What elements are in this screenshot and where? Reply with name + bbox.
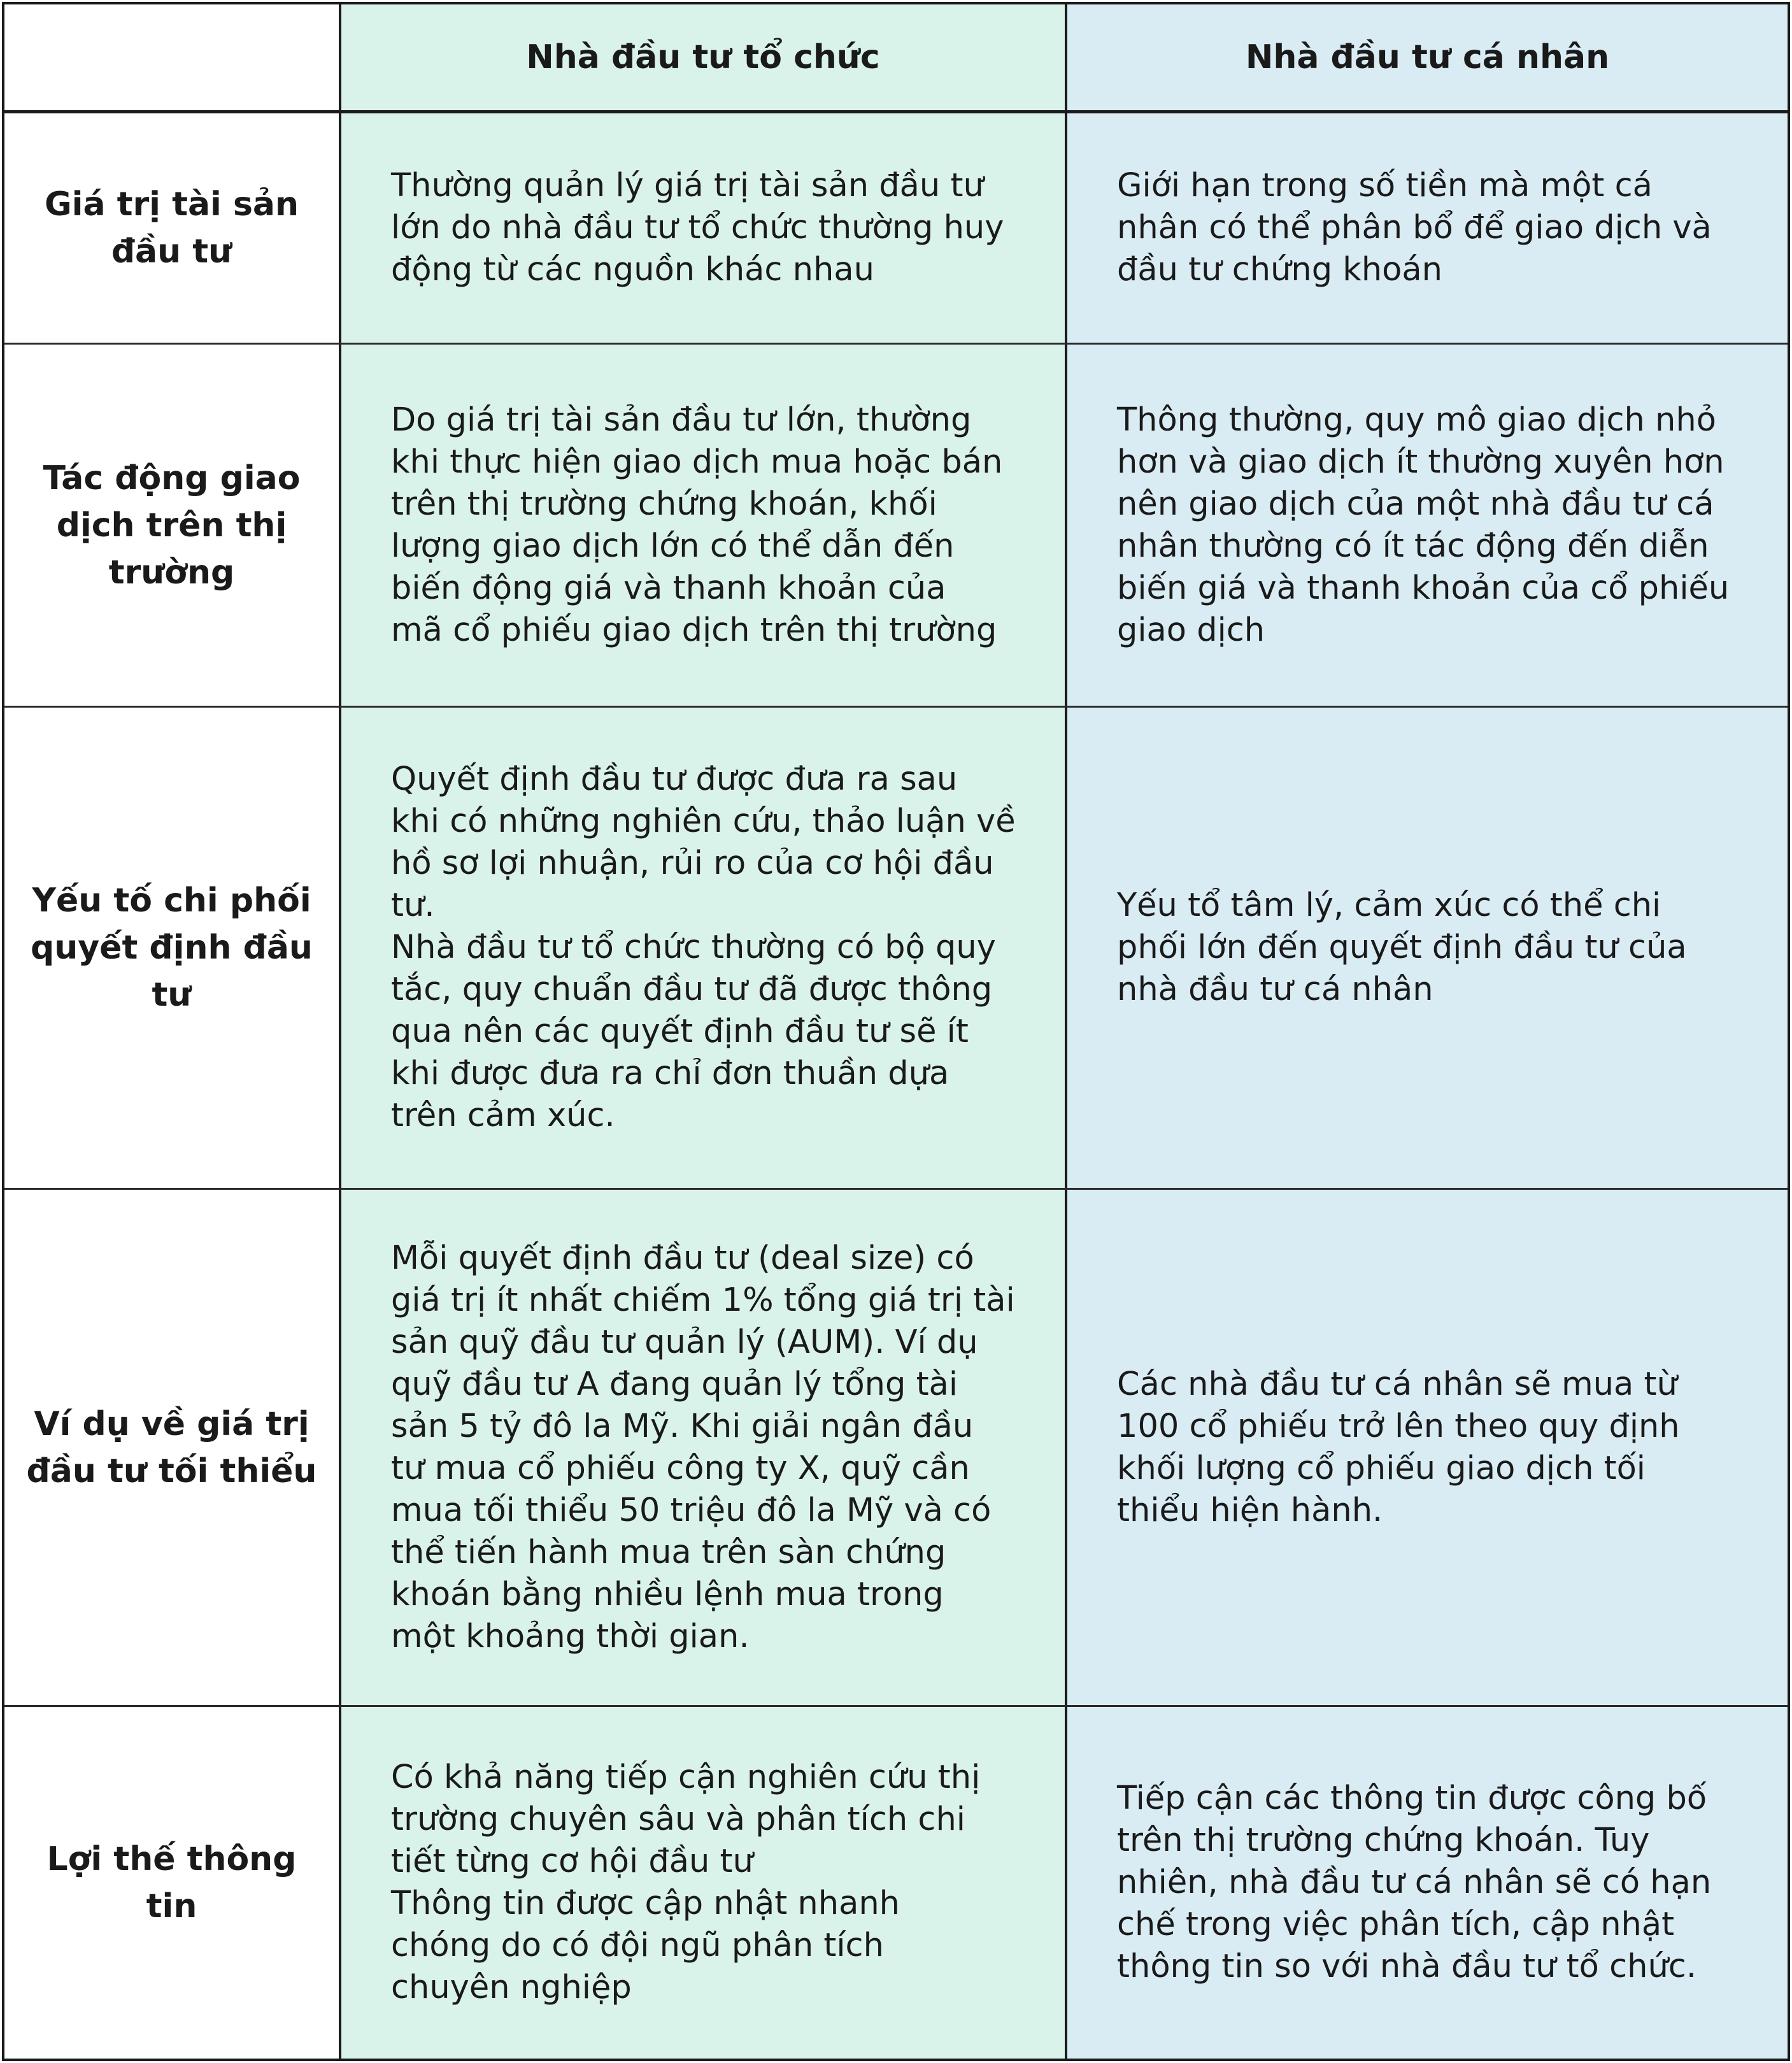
institutional-text: Mỗi quyết định đầu tư (deal size) có giá trị ít nhất chiếm 1% tổng giá trị tài sản quỹ đầu tư quản lý (AUM). Ví dụ quỹ đầu tư A đang quản lý tổng tài sản 5 tỷ đô la Mỹ. Khi giải ngân đầu tư mua cổ phiếu công ty X, quỹ cần mua tối thiểu 50 triệu đô la Mỹ và có thể tiến hành mua trên sàn chứng khoán bằng nhiều lệnh mua trong một khoảng thời gian. [391,1239,1015,1655]
institutional-text: Thường quản lý giá trị tài sản đầu tư lớn do nhà đầu tư tổ chức thường huy động từ các nguồn khác nhau [391,167,1004,289]
individual-cell [1065,708,1788,1188]
header-label-institutional: Nhà đầu tư tổ chức [526,38,880,76]
institutional-cell [339,1190,1065,1705]
individual-cell [1065,345,1788,706]
row-label: Ví dụ về giá trị đầu tư tối thiểu [26,1404,317,1490]
individual-cell [1065,113,1788,343]
comparison-table [2,2,1790,2061]
institutional-text: Do giá trị tài sản đầu tư lớn, thường khi thực hiện giao dịch mua hoặc bán trên thị trường chứng khoán, khối lượng giao dịch lớn có thể dẫn đến biến động giá và thanh khoản của mã cổ phiếu giao dịch trên thị trường [391,401,1003,649]
row-label-cell [4,345,339,706]
row-label-cell [4,1190,339,1705]
row-label: Yếu tố chi phối quyết định đầu tư [31,882,313,1014]
institutional-cell [339,1707,1065,2059]
individual-cell [1065,1190,1788,1705]
header-corner-cell [4,4,339,110]
header-cell-individual [1065,4,1788,110]
institutional-text: Quyết định đầu tư được đưa ra sau khi có những nghiên cứu, thảo luận về hồ sơ lợi nhuận, rủi ro của cơ hội đầu tư. Nhà đầu tư tổ chức thường có bộ quy tắc, quy chuẩn đầu tư đã được thông qua nên các quyết định đầu tư sẽ ít khi được đưa ra chỉ đơn thuần dựa trên cảm xúc. [391,760,1016,1134]
institutional-cell [339,708,1065,1188]
row-label: Giá trị tài sản đầu tư [44,185,299,271]
table-header-row [4,4,1788,110]
institutional-cell [339,345,1065,706]
header-label-individual: Nhà đầu tư cá nhân [1245,38,1610,76]
table-row [4,1188,1788,1705]
row-label: Lợi thế thông tin [46,1840,297,1925]
row-label: Tác động giao dịch trên thị trường [43,459,301,592]
header-cell-institutional [339,4,1065,110]
individual-text: Yếu tổ tâm lý, cảm xúc có thể chi phối lớn đến quyết định đầu tư của nhà đầu tư cá nhân [1117,887,1687,1008]
row-label-cell [4,113,339,343]
row-label-cell [4,1707,339,2059]
individual-cell [1065,1707,1788,2059]
individual-text: Thông thường, quy mô giao dịch nhỏ hơn và giao dịch ít thường xuyên hơn nên giao dịch của một nhà đầu tư cá nhân thường có ít tác động đến diễn biến giá và thanh khoản của cổ phiếu giao dịch [1117,401,1730,649]
table-row [4,1705,1788,2059]
table-row [4,110,1788,343]
row-label-cell [4,708,339,1188]
individual-text: Các nhà đầu tư cá nhân sẽ mua từ 100 cổ phiếu trở lên theo quy định khối lượng cổ phiếu giao dịch tối thiểu hiện hành. [1117,1365,1680,1529]
individual-text: Giới hạn trong số tiền mà một cá nhân có thể phân bổ để giao dịch và đầu tư chứng khoán [1117,167,1712,289]
individual-text: Tiếp cận các thông tin được công bố trên thị trường chứng khoán. Tuy nhiên, nhà đầu tư cá nhân sẽ có hạn chế trong việc phân tích, cập nhật thông tin so với nhà đầu tư tổ chức. [1117,1780,1712,1985]
table-row [4,706,1788,1188]
institutional-text: Có khả năng tiếp cận nghiên cứu thị trường chuyên sâu và phân tích chi tiết từng cơ hội đầu tư Thông tin được cập nhật nhanh chóng do có đội ngũ phân tích chuyên nghiệp [391,1759,981,2006]
table-row [4,343,1788,706]
institutional-cell [339,113,1065,343]
